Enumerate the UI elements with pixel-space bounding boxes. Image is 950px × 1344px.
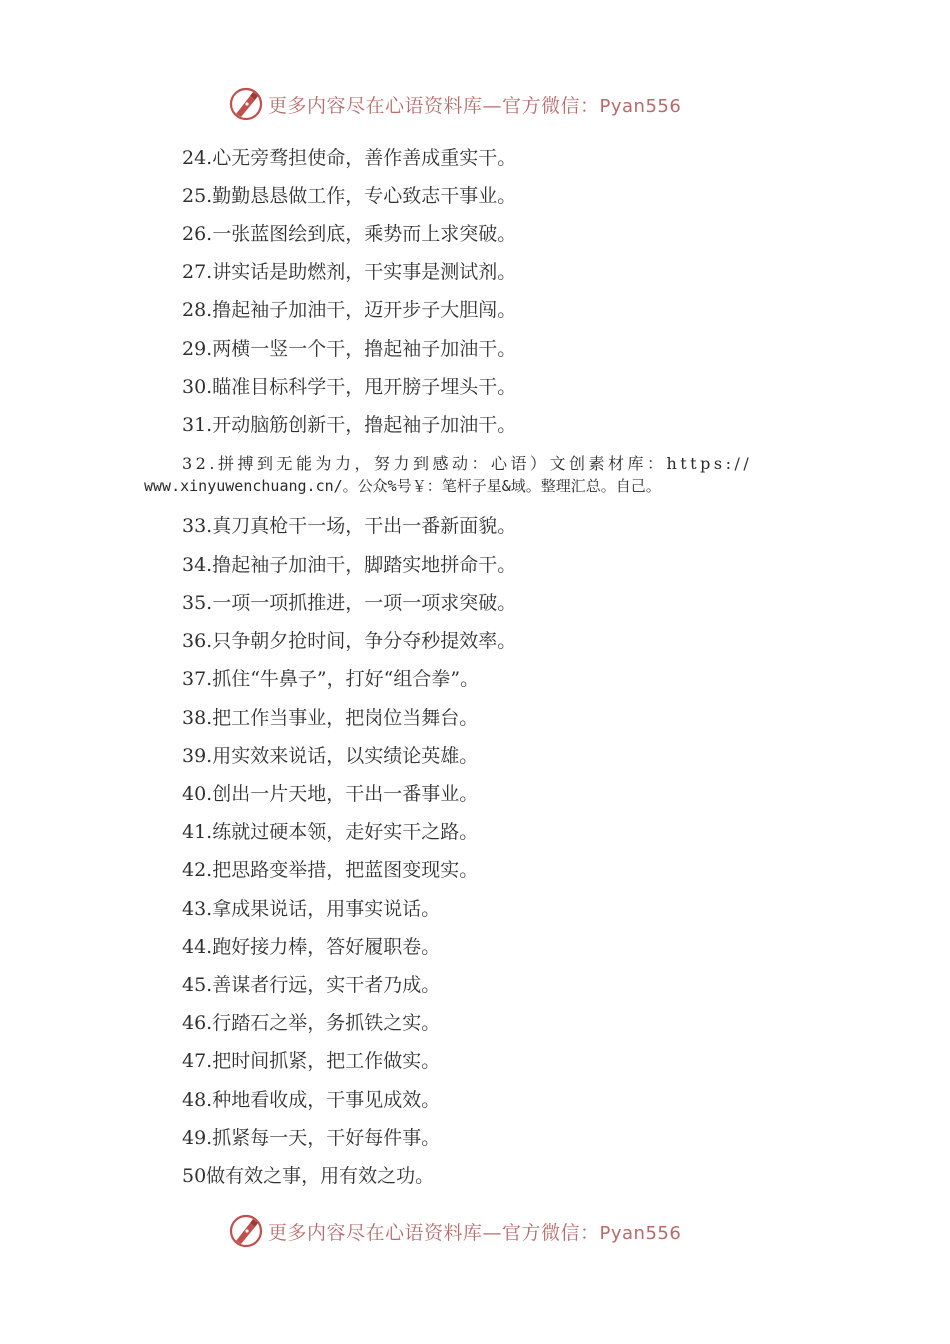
list-item: 27.讲实话是助燃剂，干实事是测试剂。 (182, 261, 517, 283)
list-item: 26.一张蓝图绘到底，乘势而上求突破。 (182, 223, 517, 245)
list-item: 50做有效之事，用有效之功。 (182, 1165, 435, 1187)
list-item: 37.抓住“牛鼻子”，打好“组合拳”。 (182, 668, 480, 690)
list-item: 42.把思路变举措，把蓝图变现实。 (182, 859, 479, 881)
wechat-id: Pyan556 (599, 95, 682, 117)
para32-line2: www.xinyuwenchuang.cn/。公众%号￥：笔杆子星&域。整理汇总。自己。 (144, 477, 661, 495)
list-item: 46.行踏石之举，务抓铁之实。 (182, 1012, 441, 1034)
list-item: 39.用实效来说话，以实绩论英雄。 (182, 745, 479, 767)
list-item: 35.一项一项抓推进，一项一项求突破。 (182, 592, 517, 614)
list-item: 31.开动脑筋创新干，撸起袖子加油干。 (182, 414, 517, 436)
list-item: 40.创出一片天地，干出一番事业。 (182, 783, 479, 805)
banner-title: 更多内容尽在心语资料库—官方微信：Pyan556 (268, 1221, 682, 1244)
banner-title: 更多内容尽在心语资料库—官方微信：Pyan556 (268, 94, 682, 117)
pen-nib-logo-icon (228, 1213, 264, 1249)
list-item: 47.把时间抓紧，把工作做实。 (182, 1050, 441, 1072)
list-item: 30.瞄准目标科学干，甩开膀子埋头干。 (182, 376, 517, 398)
header-banner (228, 84, 748, 124)
list-item: 49.抓紧每一天，干好每件事。 (182, 1127, 441, 1149)
list-item: 38.把工作当事业，把岗位当舞台。 (182, 707, 479, 729)
list-item: 48.种地看收成，干事见成效。 (182, 1089, 441, 1111)
list-item: 41.练就过硬本领，走好实干之路。 (182, 821, 479, 843)
list-item: 25.勤勤恳恳做工作，专心致志干事业。 (182, 185, 517, 207)
list-item: 29.两横一竖一个干，撸起袖子加油干。 (182, 338, 517, 360)
list-item: 36.只争朝夕抢时间，争分夺秒提效率。 (182, 630, 517, 652)
list-item: 45.善谋者行远，实干者乃成。 (182, 974, 441, 996)
list-item-32 (144, 452, 814, 498)
para32-line1: 32.拼搏到无能为力，努力到感动：心语）文创素材库：https:// (182, 454, 753, 473)
pen-nib-logo-icon (228, 86, 264, 122)
list-item: 24.心无旁骛担使命，善作善成重实干。 (182, 147, 517, 169)
list-item: 33.真刀真枪干一场，干出一番新面貌。 (182, 515, 517, 537)
list-item: 34.撸起袖子加油干，脚踏实地拼命干。 (182, 554, 517, 576)
list-item: 44.跑好接力棒，答好履职卷。 (182, 936, 441, 958)
list-item: 43.拿成果说话，用事实说话。 (182, 898, 441, 920)
list-item: 28.撸起袖子加油干，迈开步子大胆闯。 (182, 299, 517, 321)
wechat-id: Pyan556 (599, 1222, 682, 1244)
footer-banner (228, 1211, 748, 1251)
